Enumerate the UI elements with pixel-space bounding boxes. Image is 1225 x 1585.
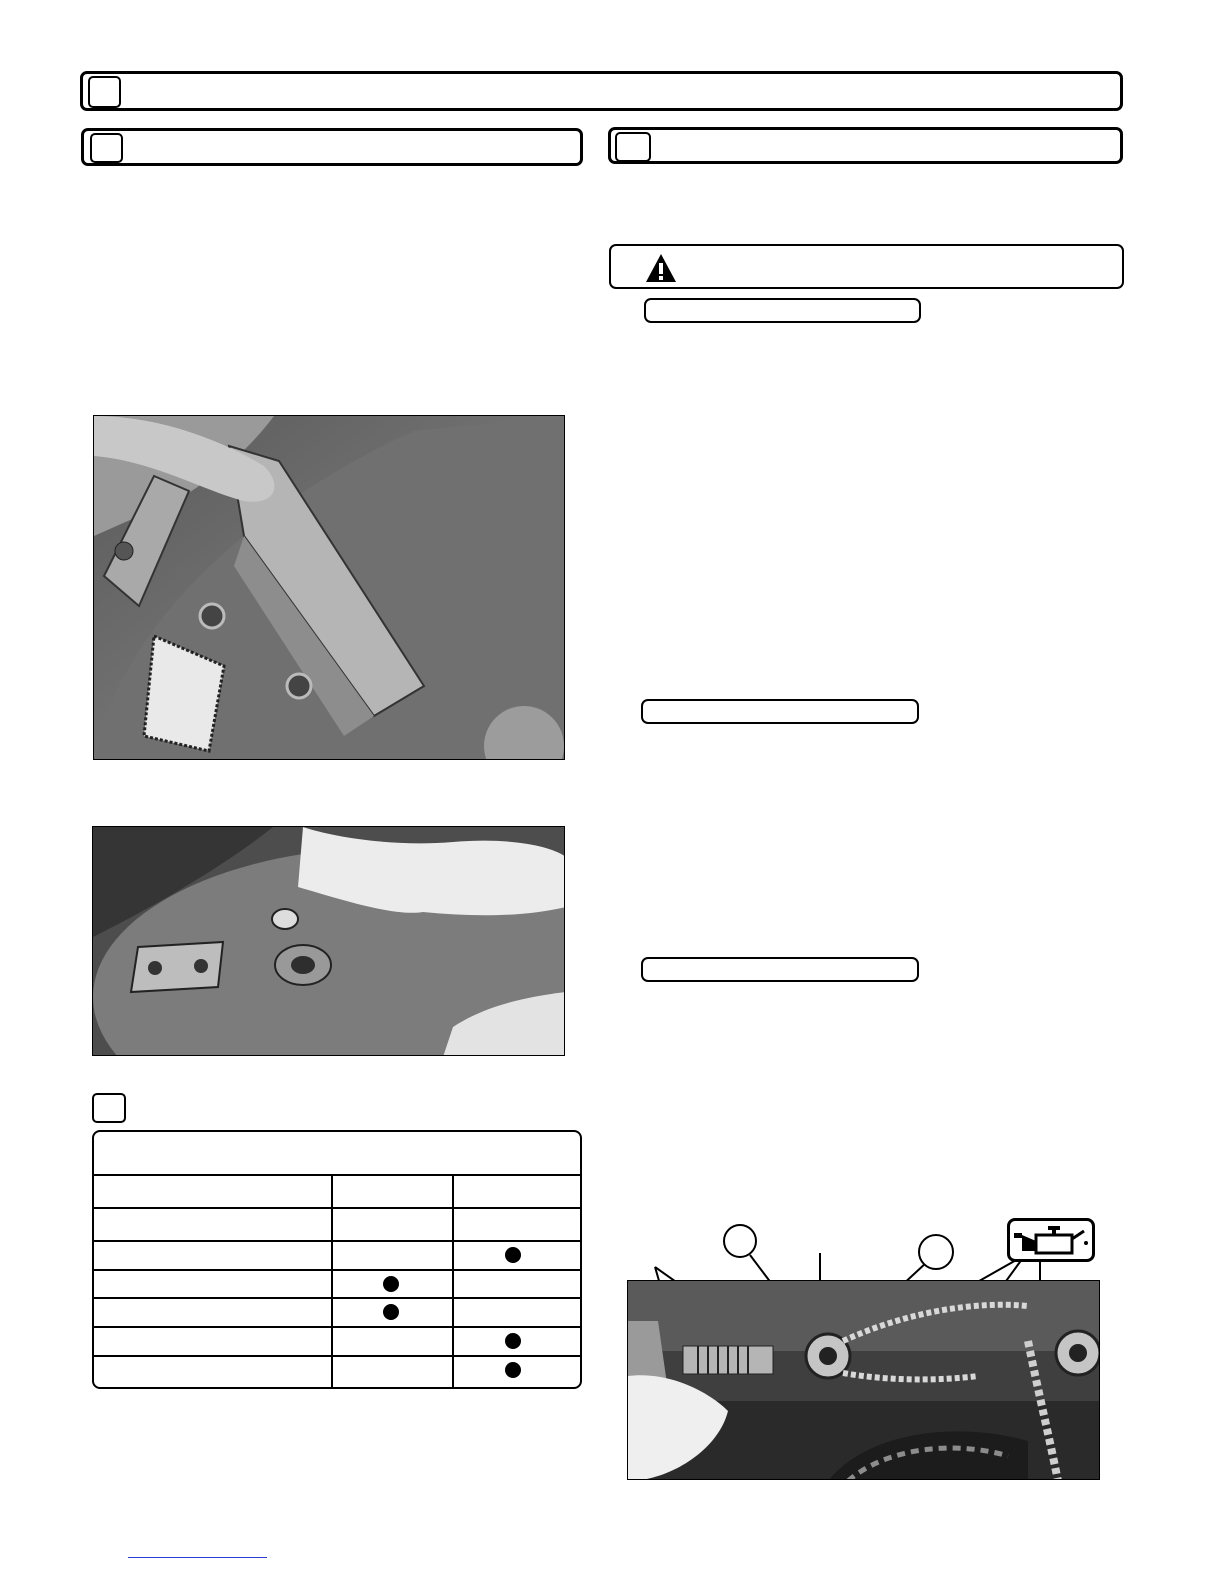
table-check-dot xyxy=(383,1304,399,1320)
footer-link-underline[interactable] xyxy=(128,1557,267,1558)
table-header-col-1 xyxy=(337,1180,447,1200)
table-row-label xyxy=(100,1332,325,1352)
callout-circle-2 xyxy=(918,1234,954,1270)
header-section-marker xyxy=(88,76,121,108)
table-header-col-0 xyxy=(100,1180,325,1200)
table-row-label xyxy=(100,1361,325,1381)
left-section-header xyxy=(81,128,583,166)
maintenance-table xyxy=(92,1130,582,1389)
table-row-label xyxy=(100,1275,325,1295)
table-row-label xyxy=(100,1303,325,1323)
warning-bar xyxy=(609,244,1124,289)
left-section-marker xyxy=(90,133,123,163)
table-section-marker xyxy=(92,1093,126,1123)
callout-circle-1 xyxy=(723,1224,757,1258)
blade-bracket-photo xyxy=(93,415,565,760)
step-label-2 xyxy=(641,699,919,724)
table-check-dot xyxy=(505,1333,521,1349)
hub-washer-photo xyxy=(92,826,565,1056)
table-row-label xyxy=(100,1214,325,1234)
table-check-dot xyxy=(383,1276,399,1292)
oil-can-icon xyxy=(1007,1218,1095,1262)
right-section-header xyxy=(608,127,1123,164)
page-header-bar xyxy=(80,71,1123,111)
table-header-col-2 xyxy=(458,1180,568,1200)
table-check-dot xyxy=(505,1362,521,1378)
table-check-dot xyxy=(505,1247,521,1263)
table-row-label xyxy=(100,1246,325,1266)
step-label-3 xyxy=(641,957,919,982)
warning-triangle-icon xyxy=(644,252,678,284)
chain-drive-photo xyxy=(627,1280,1100,1480)
step-label-1 xyxy=(644,298,921,323)
right-section-marker xyxy=(615,132,651,162)
